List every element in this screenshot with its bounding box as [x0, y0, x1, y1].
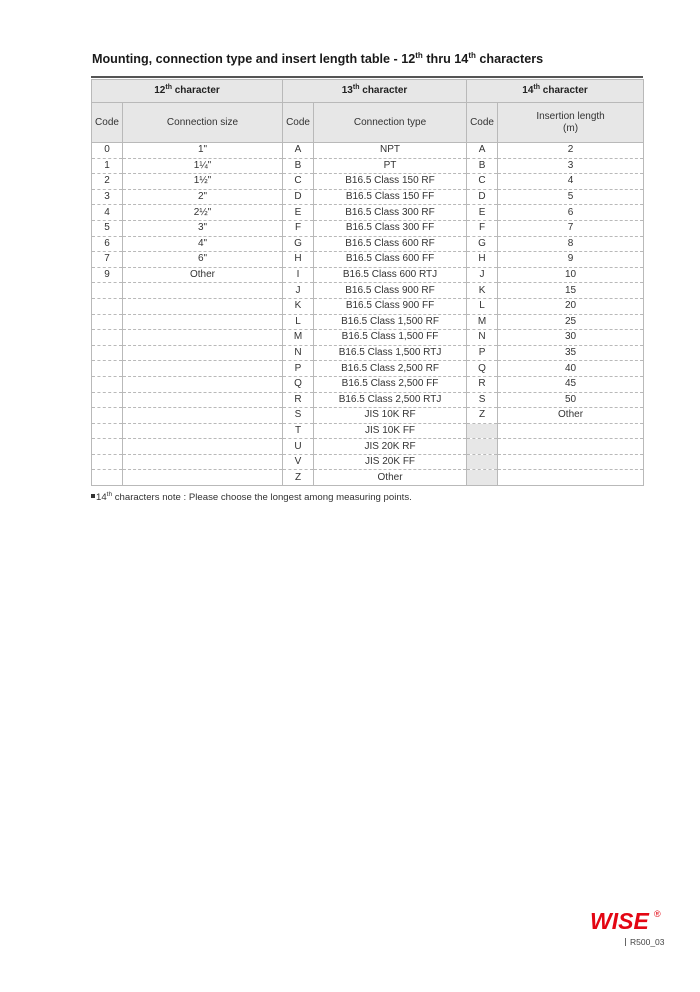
code-12th-cell [92, 298, 123, 314]
table-row [92, 470, 644, 486]
connection-size-cell: 2" [123, 189, 283, 205]
code-12th-cell [92, 345, 123, 361]
table-row [92, 252, 644, 268]
code-12th-cell [92, 408, 123, 424]
connection-type-cell: B16.5 Class 900 RF [314, 283, 467, 299]
code-13th-cell: L [283, 314, 314, 330]
connection-size-cell [123, 408, 283, 424]
code-14th-cell: C [467, 174, 498, 190]
table-row [92, 189, 644, 205]
insertion-length-cell: 10 [498, 267, 644, 283]
connection-type-cell: B16.5 Class 600 RF [314, 236, 467, 252]
code-14th-cell: N [467, 330, 498, 346]
connection-size-cell [123, 470, 283, 486]
connection-type-cell: B16.5 Class 1,500 RF [314, 314, 467, 330]
code-13th-cell: U [283, 439, 314, 455]
insertion-length-cell: 8 [498, 236, 644, 252]
code-header: Code [467, 103, 498, 143]
connection-size-cell [123, 361, 283, 377]
code-14th-cell: M [467, 314, 498, 330]
connection-size-cell: 4" [123, 236, 283, 252]
code-13th-cell: K [283, 298, 314, 314]
page-title: Mounting, connection type and insert length table - 12th thru 14th characters [92, 51, 544, 66]
connection-size-cell [123, 345, 283, 361]
connection-size-header: Connection size [123, 103, 283, 143]
spec-table [91, 79, 644, 486]
table-row [92, 392, 644, 408]
connection-size-cell: 1½" [123, 174, 283, 190]
insertion-length-cell: Other [498, 408, 644, 424]
table-row [92, 330, 644, 346]
code-12th-cell: 5 [92, 220, 123, 236]
code-14th-cell: G [467, 236, 498, 252]
code-14th-cell: H [467, 252, 498, 268]
insertion-length-cell [498, 454, 644, 470]
insertion-length-cell [498, 470, 644, 486]
code-14th-cell: A [467, 143, 498, 159]
code-14th-cell: R [467, 376, 498, 392]
footnote: 14th characters note : Please choose the longest among measuring points. [91, 492, 412, 503]
connection-type-cell: B16.5 Class 150 RF [314, 174, 467, 190]
code-12th-cell [92, 314, 123, 330]
column-header-row [92, 103, 644, 143]
connection-type-header: Connection type [314, 103, 467, 143]
table-row [92, 158, 644, 174]
code-14th-cell: J [467, 267, 498, 283]
code-14th-cell: L [467, 298, 498, 314]
connection-type-cell: B16.5 Class 2,500 FF [314, 376, 467, 392]
group-header-13th: 13th character [283, 80, 467, 103]
code-13th-cell: D [283, 189, 314, 205]
insertion-length-cell: 6 [498, 205, 644, 221]
code-12th-cell: 0 [92, 143, 123, 159]
connection-size-cell: 2½" [123, 205, 283, 221]
connection-size-cell: 1" [123, 143, 283, 159]
table-row [92, 376, 644, 392]
code-12th-cell: 9 [92, 267, 123, 283]
code-header: Code [283, 103, 314, 143]
connection-size-cell [123, 376, 283, 392]
wise-logo [588, 905, 668, 935]
connection-size-cell: 3" [123, 220, 283, 236]
table-row [92, 314, 644, 330]
code-14th-cell [467, 423, 498, 439]
code-header: Code [92, 103, 123, 143]
code-13th-cell: P [283, 361, 314, 377]
table-row [92, 423, 644, 439]
insertion-length-cell: 35 [498, 345, 644, 361]
table-row [92, 439, 644, 455]
insertion-length-cell: 45 [498, 376, 644, 392]
connection-type-cell: JIS 20K RF [314, 439, 467, 455]
code-12th-cell [92, 361, 123, 377]
insertion-length-cell: 9 [498, 252, 644, 268]
code-12th-cell [92, 283, 123, 299]
insertion-length-cell: 2 [498, 143, 644, 159]
connection-type-cell: JIS 10K RF [314, 408, 467, 424]
connection-type-cell: B16.5 Class 1,500 RTJ [314, 345, 467, 361]
table-row [92, 267, 644, 283]
code-13th-cell: V [283, 454, 314, 470]
separator-bar [625, 938, 626, 946]
table-row [92, 143, 644, 159]
logo-wordmark: WISE [590, 908, 649, 934]
code-13th-cell: F [283, 220, 314, 236]
code-13th-cell: G [283, 236, 314, 252]
insertion-length-cell: 50 [498, 392, 644, 408]
code-13th-cell: T [283, 423, 314, 439]
connection-type-cell: B16.5 Class 600 FF [314, 252, 467, 268]
code-13th-cell: E [283, 205, 314, 221]
connection-type-cell: JIS 10K FF [314, 423, 467, 439]
table-row [92, 174, 644, 190]
insertion-length-cell: 40 [498, 361, 644, 377]
code-14th-cell [467, 454, 498, 470]
code-14th-cell: K [467, 283, 498, 299]
connection-type-cell: B16.5 Class 2,500 RTJ [314, 392, 467, 408]
code-14th-cell [467, 439, 498, 455]
code-13th-cell: A [283, 143, 314, 159]
code-13th-cell: S [283, 408, 314, 424]
connection-size-cell: 6" [123, 252, 283, 268]
connection-size-cell [123, 392, 283, 408]
code-12th-cell: 1 [92, 158, 123, 174]
code-14th-cell: E [467, 205, 498, 221]
connection-type-cell: PT [314, 158, 467, 174]
code-13th-cell: M [283, 330, 314, 346]
code-13th-cell: H [283, 252, 314, 268]
insertion-length-cell: 5 [498, 189, 644, 205]
connection-size-cell [123, 283, 283, 299]
connection-type-cell: B16.5 Class 300 RF [314, 205, 467, 221]
insertion-length-cell: 3 [498, 158, 644, 174]
connection-size-cell: 1¼" [123, 158, 283, 174]
group-header-row [92, 80, 644, 103]
table-row [92, 205, 644, 221]
connection-type-cell: B16.5 Class 2,500 RF [314, 361, 467, 377]
table-row [92, 454, 644, 470]
code-14th-cell: P [467, 345, 498, 361]
table-row [92, 408, 644, 424]
code-13th-cell: I [283, 267, 314, 283]
connection-size-cell [123, 298, 283, 314]
code-14th-cell: D [467, 189, 498, 205]
code-12th-cell [92, 376, 123, 392]
connection-size-cell [123, 423, 283, 439]
group-header-12th: 12th character [92, 80, 283, 103]
connection-type-cell: B16.5 Class 600 RTJ [314, 267, 467, 283]
code-13th-cell: Z [283, 470, 314, 486]
table-row [92, 220, 644, 236]
insertion-length-cell: 25 [498, 314, 644, 330]
insertion-length-cell: 30 [498, 330, 644, 346]
table-row [92, 236, 644, 252]
code-14th-cell: Q [467, 361, 498, 377]
code-14th-cell: B [467, 158, 498, 174]
code-12th-cell: 6 [92, 236, 123, 252]
insertion-length-header: Insertion length (m) [498, 103, 644, 143]
code-14th-cell [467, 470, 498, 486]
connection-type-cell: Other [314, 470, 467, 486]
connection-size-cell [123, 439, 283, 455]
code-13th-cell: N [283, 345, 314, 361]
table-row [92, 298, 644, 314]
code-12th-cell [92, 330, 123, 346]
code-12th-cell: 7 [92, 252, 123, 268]
connection-type-cell: JIS 20K FF [314, 454, 467, 470]
table-row [92, 345, 644, 361]
connection-size-cell [123, 454, 283, 470]
connection-type-cell: B16.5 Class 1,500 FF [314, 330, 467, 346]
insertion-length-cell: 15 [498, 283, 644, 299]
table-row [92, 361, 644, 377]
group-header-14th: 14th character [467, 80, 644, 103]
insertion-length-cell [498, 439, 644, 455]
code-14th-cell: S [467, 392, 498, 408]
title-divider [91, 76, 643, 78]
table-row [92, 283, 644, 299]
code-13th-cell: R [283, 392, 314, 408]
code-14th-cell: Z [467, 408, 498, 424]
table-body [92, 143, 644, 486]
connection-size-cell [123, 330, 283, 346]
code-12th-cell [92, 439, 123, 455]
insertion-length-cell: 4 [498, 174, 644, 190]
code-12th-cell [92, 423, 123, 439]
connection-size-cell: Other [123, 267, 283, 283]
connection-type-cell: NPT [314, 143, 467, 159]
connection-type-cell: B16.5 Class 150 FF [314, 189, 467, 205]
connection-size-cell [123, 314, 283, 330]
insertion-length-cell: 7 [498, 220, 644, 236]
code-13th-cell: J [283, 283, 314, 299]
code-12th-cell: 2 [92, 174, 123, 190]
code-12th-cell [92, 392, 123, 408]
code-13th-cell: Q [283, 376, 314, 392]
code-12th-cell [92, 454, 123, 470]
code-13th-cell: C [283, 174, 314, 190]
code-12th-cell: 4 [92, 205, 123, 221]
page-code: R500_03 [625, 937, 665, 947]
insertion-length-cell: 20 [498, 298, 644, 314]
code-14th-cell: F [467, 220, 498, 236]
registered-mark: ® [654, 909, 661, 919]
code-13th-cell: B [283, 158, 314, 174]
code-12th-cell: 3 [92, 189, 123, 205]
connection-type-cell: B16.5 Class 300 FF [314, 220, 467, 236]
code-12th-cell [92, 470, 123, 486]
insertion-length-cell [498, 423, 644, 439]
bullet-square-icon [91, 494, 95, 498]
connection-type-cell: B16.5 Class 900 FF [314, 298, 467, 314]
